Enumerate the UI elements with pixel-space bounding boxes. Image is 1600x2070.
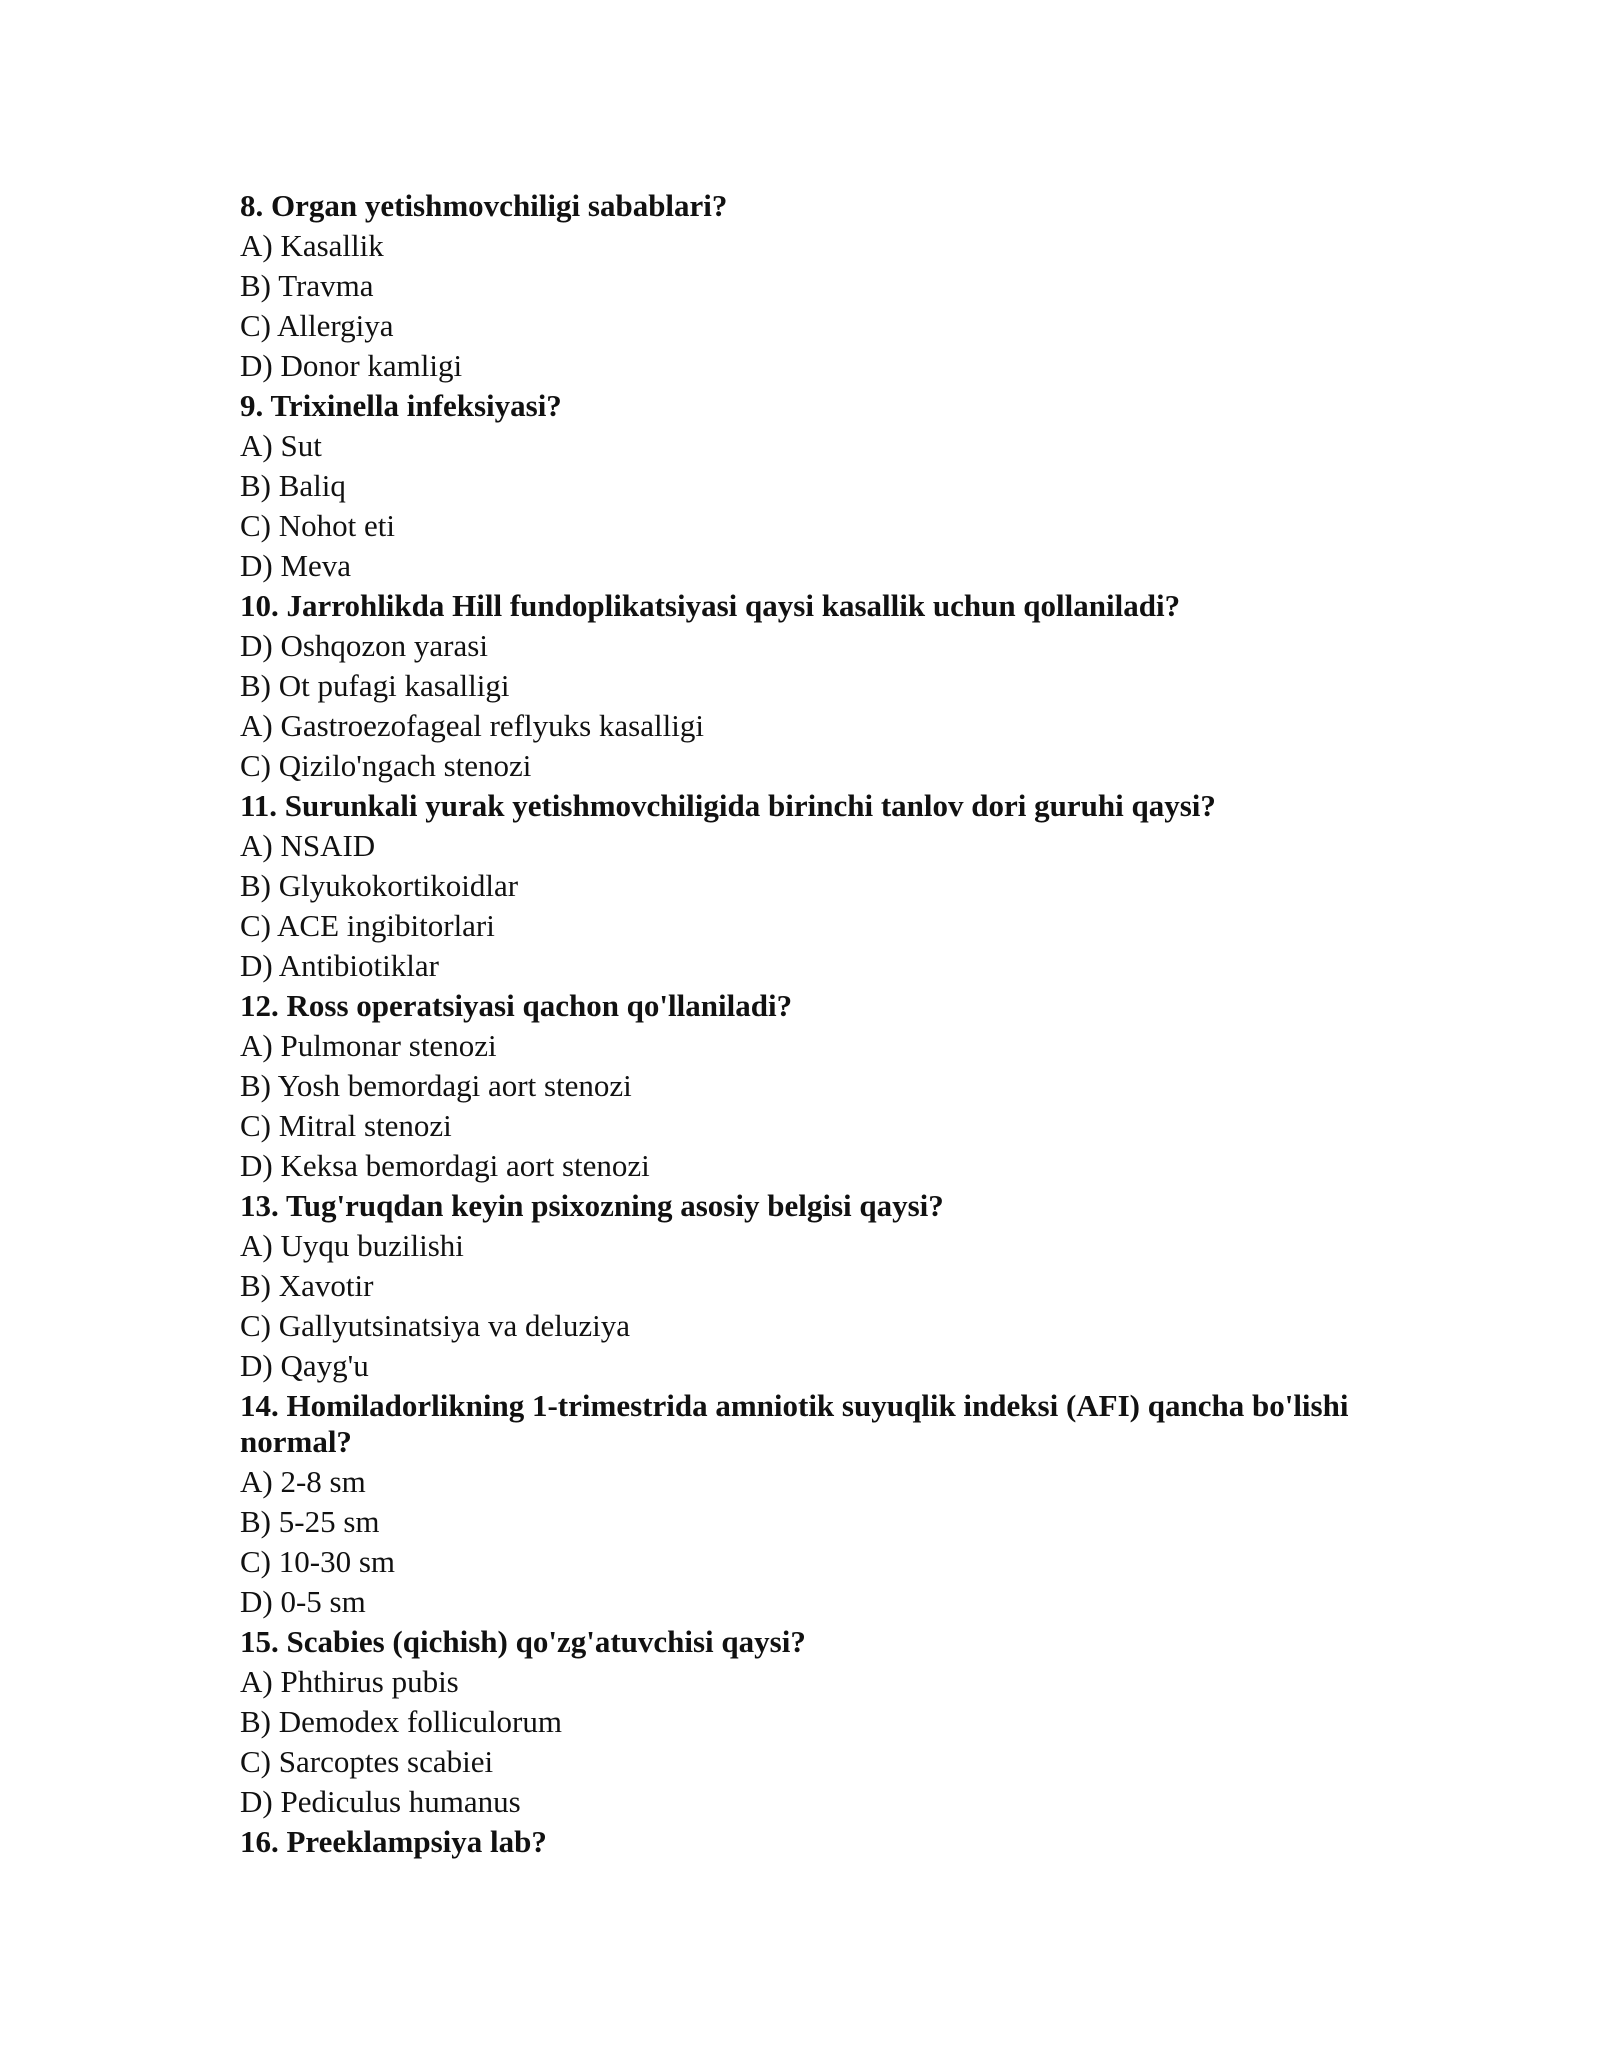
question-text: 9. Trixinella infeksiyasi?	[240, 388, 562, 423]
answer-option: B) Xavotir	[240, 1268, 374, 1303]
question-text: 15. Scabies (qichish) qo'zg'atuvchisi qaysi?	[240, 1624, 806, 1659]
answer-option: C) Mitral stenozi	[240, 1108, 452, 1143]
answer-option: D) 0-5 sm	[240, 1584, 366, 1619]
answer-option: D) Antibiotiklar	[240, 948, 439, 983]
question-15	[240, 1622, 1380, 1822]
answer-option: B) Demodex folliculorum	[240, 1704, 562, 1739]
answer-option: B) Ot pufagi kasalligi	[240, 668, 510, 703]
answer-option: A) Kasallik	[240, 228, 384, 263]
answer-option: C) ACE ingibitorlari	[240, 908, 495, 943]
answer-option: C) Gallyutsinatsiya va deluziya	[240, 1308, 630, 1343]
question-text: 12. Ross operatsiyasi qachon qo'llaniladi?	[240, 988, 793, 1023]
question-text: 11. Surunkali yurak yetishmovchiligida birinchi tanlov dori guruhi qaysi?	[240, 788, 1216, 823]
question-text: 16. Preeklampsiya lab?	[240, 1824, 547, 1859]
answer-option: A) NSAID	[240, 828, 376, 863]
answer-option: C) 10-30 sm	[240, 1544, 395, 1579]
answer-option: B) Travma	[240, 268, 374, 303]
question-16	[240, 1822, 1380, 1862]
answer-option: A) Uyqu buzilishi	[240, 1228, 464, 1263]
answer-option: B) Glyukokortikoidlar	[240, 868, 519, 903]
answer-option: C) Sarcoptes scabiei	[240, 1744, 494, 1779]
question-11	[240, 786, 1380, 986]
answer-option: A) Sut	[240, 428, 322, 463]
answer-option: D) Donor kamligi	[240, 348, 463, 383]
answer-option: C) Qizilo'ngach stenozi	[240, 748, 532, 783]
answer-option: B) Baliq	[240, 468, 346, 503]
answer-option: D) Pediculus humanus	[240, 1784, 521, 1819]
question-text: 8. Organ yetishmovchiligi sabablari?	[240, 188, 728, 223]
answer-option: C) Allergiya	[240, 308, 394, 343]
question-8	[240, 186, 1380, 386]
answer-option: A) Phthirus pubis	[240, 1664, 459, 1699]
question-13	[240, 1186, 1380, 1386]
answer-option: A) Pulmonar stenozi	[240, 1028, 497, 1063]
answer-option: A) 2-8 sm	[240, 1464, 366, 1499]
answer-option: B) 5-25 sm	[240, 1504, 380, 1539]
answer-option: D) Oshqozon yarasi	[240, 628, 488, 663]
question-text: 13. Tug'ruqdan keyin psixozning asosiy belgisi qaysi?	[240, 1188, 944, 1223]
question-14	[240, 1386, 1380, 1622]
question-list	[240, 186, 1380, 1862]
question-9	[240, 386, 1380, 586]
answer-option: D) Meva	[240, 548, 352, 583]
question-10	[240, 586, 1380, 786]
answer-option: C) Nohot eti	[240, 508, 395, 543]
answer-option: D) Qayg'u	[240, 1348, 369, 1383]
question-text: 10. Jarrohlikda Hill fundoplikatsiyasi qaysi kasallik uchun qollaniladi?	[240, 588, 1181, 623]
question-text: 14. Homiladorlikning 1-trimestrida amniotik suyuqlik indeksi (AFI) qancha bo'lishi normal?	[240, 1388, 1349, 1459]
answer-option: A) Gastroezofageal reflyuks kasalligi	[240, 708, 704, 743]
question-12	[240, 986, 1380, 1186]
answer-option: D) Keksa bemordagi aort stenozi	[240, 1148, 650, 1183]
answer-option: B) Yosh bemordagi aort stenozi	[240, 1068, 632, 1103]
